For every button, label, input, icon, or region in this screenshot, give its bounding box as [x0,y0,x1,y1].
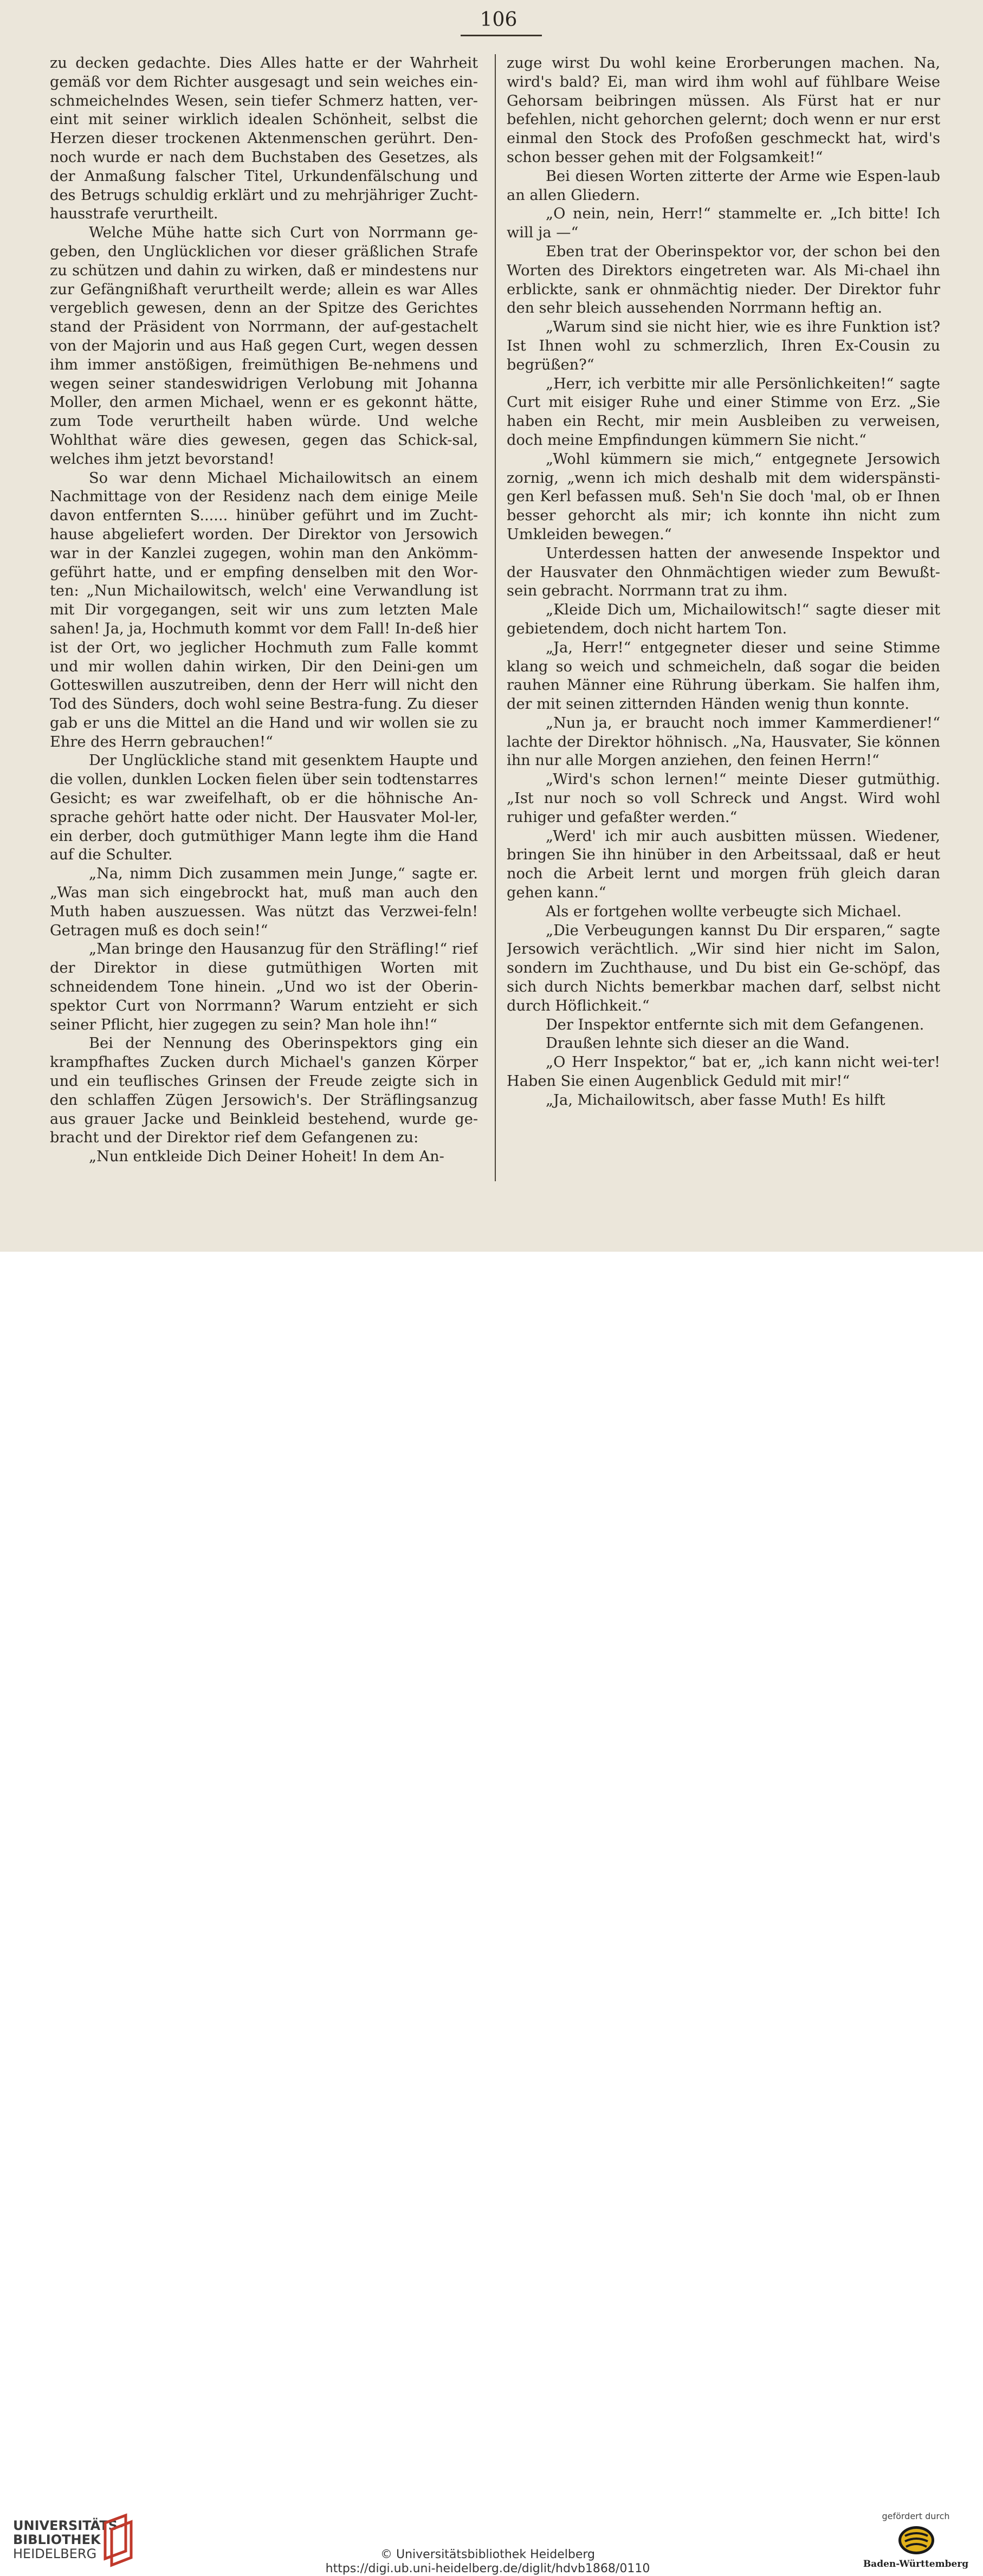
paragraph: zu decken gedachte. Dies Alles hatte er der Wahrheit gemäß vor dem Richter ausgesagt und sein weiches ein-schmeichelndes Wesen, sein tiefer Schmerz hatten, ver-eint mit seiner wirklich idealen Schönheit, selbst die Herzen dieser trockenen Aktenmenschen gerührt. Den-noch wurde er nach dem Buchstaben des Gesetzes, als der Anmaßung falscher Titel, Urkundenfälschung und des Betrugs schuldig erklärt und zu mehrjähriger Zucht-hausstrafe verurtheilt. [50,55,478,223]
ub-heidelberg-logo-icon[interactable] [99,2513,137,2567]
paragraph: Der Inspektor entfernte sich mit dem Gefangenen. [546,1016,924,1033]
paragraph: Unterdessen hatten der anwesende Inspektor und der Hausvater den Ohnmächtigen wieder zum Bewußt-sein gebracht. Norrmann trat zu ihm. [507,545,940,600]
text-column-left [50,54,478,1181]
paragraph: Als er fortgehen wollte verbeugte sich Michael. [546,903,902,920]
paragraph: Welche Mühe hatte sich Curt von Norrmann ge-geben, den Unglücklichen vor dieser gräßlichen Strafe zu schützen und dahin zu wirken, daß er mindestens nur zur Gefängnißhaft verurtheilt werde; allein es war Alles vergeblich gewesen, denn an der Spitze des Gerichtes stand der Präsident von Norrmann, der auf-gestachelt von der Majorin und aus Haß gegen Curt, wegen dessen ihm immer anstößigen, freimüthigen Be-nehmens und wegen seiner standeswidrigen Verlobung mit Johanna Moller, den armen Michael, wenn er es gekonnt hätte, zum Tode verurtheilt haben würde. Und welche Wohlthat wäre dies gewesen, gegen das Schick-sal, welches ihm jetzt bevorstand! [50,224,478,468]
copyright-notice [271,2548,704,2576]
paragraph: „Die Verbeugungen kannst Du Dir ersparen,“ sagte Jersowich verächtlich. „Wir sind hier nicht im Salon, sondern im Zuchthause, und Du bist ein Ge-schöpf, das sich durch Nichts bemerkbar machen darf, selbst nicht durch Höflichkeit.“ [507,922,940,1014]
library-logo-line: BIBLIOTHEK [13,2532,101,2547]
paragraph: Draußen lehnte sich dieser an die Wand. [546,1035,850,1052]
paragraph: „Nun entkleide Dich Deiner Hoheit! In dem An- [89,1148,444,1166]
viewer-footer [0,1252,983,2575]
paragraph: „Wird's schon lernen!“ meinte Dieser gutmüthig. „Ist nur noch so voll Schreck und Angst. Wird wohl ruhiger und gefaßter werden.“ [507,771,940,826]
paragraph: So war denn Michael Michailowitsch an einem Nachmittage von der Residenz nach dem einige Meile davon entfernten S...... hinüber geführt und im Zucht-hause abgeliefert worden. Der Direktor von Jersowich war in der Kanzlei zugegen, wohin man den Ankömm-geführt hatte, und er empfing denselben mit den Wor-ten: „Nun Michailowitsch, welch' eine Verwandlung ist mit Dir vorgegangen, seit wir uns zum letzten Male sahen! Ja, ja, Hochmuth kommt vor dem Fall! In-deß hier ist der Ort, wo jeglicher Hochmuth zum Falle kommt und mir wollen dahin wirken, Dir den Deini-gen um Gotteswillen auszutreiben, denn der Herr will nicht den Tod des Sünders, doch wohl seine Bestra-fung. Zu dieser gab er uns die Mittel an die Hand und wir wollen sie zu Ehre des Herrn gebrauchen!“ [50,469,478,750]
permalink-url[interactable]: https://digi.ub.uni-heidelberg.de/diglit/hdvb1868/0110 [325,2562,650,2575]
paragraph: „Ja, Michailowitsch, aber fasse Muth! Es hilft [546,1091,885,1109]
paragraph: „Kleide Dich um, Michailowitsch!“ sagte dieser mit gebietendem, doch nicht hartem Ton. [507,601,940,637]
paragraph: Bei diesen Worten zitterte der Arme wie Espen-laub an allen Gliedern. [507,167,940,204]
paragraph: „Ja, Herr!“ entgegneter dieser und seine Stimme klang so weich und schmeicheln, daß sogar die beiden rauhen Männer eine Rührung überkam. Sie halfen ihm, der mit seinen zitternden Händen wenig thun konnte. [507,639,940,713]
paragraph: „O nein, nein, Herr!“ stammelte er. „Ich bitte! Ich will ja —“ [507,205,940,242]
funding-label: gefördert durch [882,2511,950,2521]
baden-wuerttemberg-emblem-icon[interactable] [897,2525,935,2555]
paragraph: „Herr, ich verbitte mir alle Persönlichkeiten!“ sagte Curt mit eisiger Ruhe und einer Stimme von Erz. „Sie haben ein Recht, mir mein Ausbleiben zu verweisen, doch meine Empfindungen kümmern Sie nicht.“ [507,375,940,449]
paragraph: „Na, nimm Dich zusammen mein Junge,“ sagte er. „Was man sich eingebrockt hat, muß man auch den Muth haben auszuessen. Was nützt das Verzwei-feln! Getragen muß es doch sein!“ [50,865,478,939]
paragraph: Bei der Nennung des Oberinspektors ging ein krampfhaftes Zucken durch Michael's ganzen Körper und ein teuflisches Grinsen der Freude zeigte sich in den schlaffen Zügen Jersowich's. Der Sträflingsanzug aus grauer Jacke und Beinkleid bestehend, wurde ge-bracht und der Direktor rief dem Gefangenen zu: [50,1035,478,1147]
scanned-page [0,0,983,1252]
paragraph: Eben trat der Oberinspektor vor, der schon bei den Worten des Direktors eingetreten war. Als Mi-chael ihn erblickte, sank er ohnmächtig nieder. Der Direktor fuhr den sehr bleich aussehenden Norrmann heftig an. [507,243,940,317]
paragraph: zuge wirst Du wohl keine Erorberungen machen. Na, wird's bald? Ei, man wird ihm wohl auf fühlbare Weise Gehorsam beibringen müssen. Als Fürst hat er nur befehlen, nicht gehorchen gelernt; doch wenn er nur erst einmal den Stock des Profoßen geschmeckt hat, wird's schon besser gehen mit der Folgsamkeit!“ [507,55,940,166]
paragraph: Der Unglückliche stand mit gesenktem Haupte und die vollen, dunklen Locken fielen über sein todtenstarres Gesicht; es war zweifelhaft, ob er die höhnische An-sprache gehört hatte oder nicht. Der Hausvater Mol-ler, ein derber, doch gutmüthiger Mann legte ihm die Hand auf die Schulter. [50,752,478,864]
library-logo-line: HEIDELBERG [13,2546,97,2561]
paragraph: „O Herr Inspektor,“ bat er, „ich kann nicht wei-ter! Haben Sie einen Augenblick Geduld mit mir!“ [507,1054,940,1090]
column-divider [495,54,496,1181]
paragraph: „Werd' ich mir auch ausbitten müssen. Wiedener, bringen Sie ihn hinüber in den Arbeitssaal, daß er heut noch die Arbeit lernt und morgen früh gleich daran gehen kann.“ [507,827,940,902]
page-number: 106 [480,9,518,31]
text-column-right [507,54,940,1181]
paragraph: „Wohl kümmern sie mich,“ entgegnete Jersowich zornig, „wenn ich mich deshalb mit dem widerspänsti-gen Kerl befassen muß. Seh'n Sie doch 'mal, ob er Ihnen besser gehorcht als mir; ich konnte ihn nicht zum Umkleiden bewegen.“ [507,450,940,543]
page-number-rule [461,35,542,36]
copyright-text: © Universitätsbibliothek Heidelberg [380,2548,595,2561]
funder-name: Baden-Württemberg [863,2559,969,2569]
library-logo-line: UNIVERSITÄTS- [13,2518,124,2533]
paragraph: „Warum sind sie nicht hier, wie es ihre Funktion ist? Ist Ihnen wohl zu schmerzlich, Ihren Ex-Cousin zu begrüßen?“ [507,319,940,373]
paragraph: „Man bringe den Hausanzug für den Sträfling!“ rief der Direktor in diese gutmüthigen Worten mit schneidendem Tone hinein. „Und wo ist der Oberin-spektor Curt von Norrmann? Warum entzieht er sich seiner Pflicht, hier zugegen zu sein? Man hole ihn!“ [50,941,478,1033]
paragraph: „Nun ja, er braucht noch immer Kammerdiener!“ lachte der Direktor höhnisch. „Na, Hausvater, Sie können ihn nur alle Morgen anziehen, den feinen Herrn!“ [507,714,940,769]
